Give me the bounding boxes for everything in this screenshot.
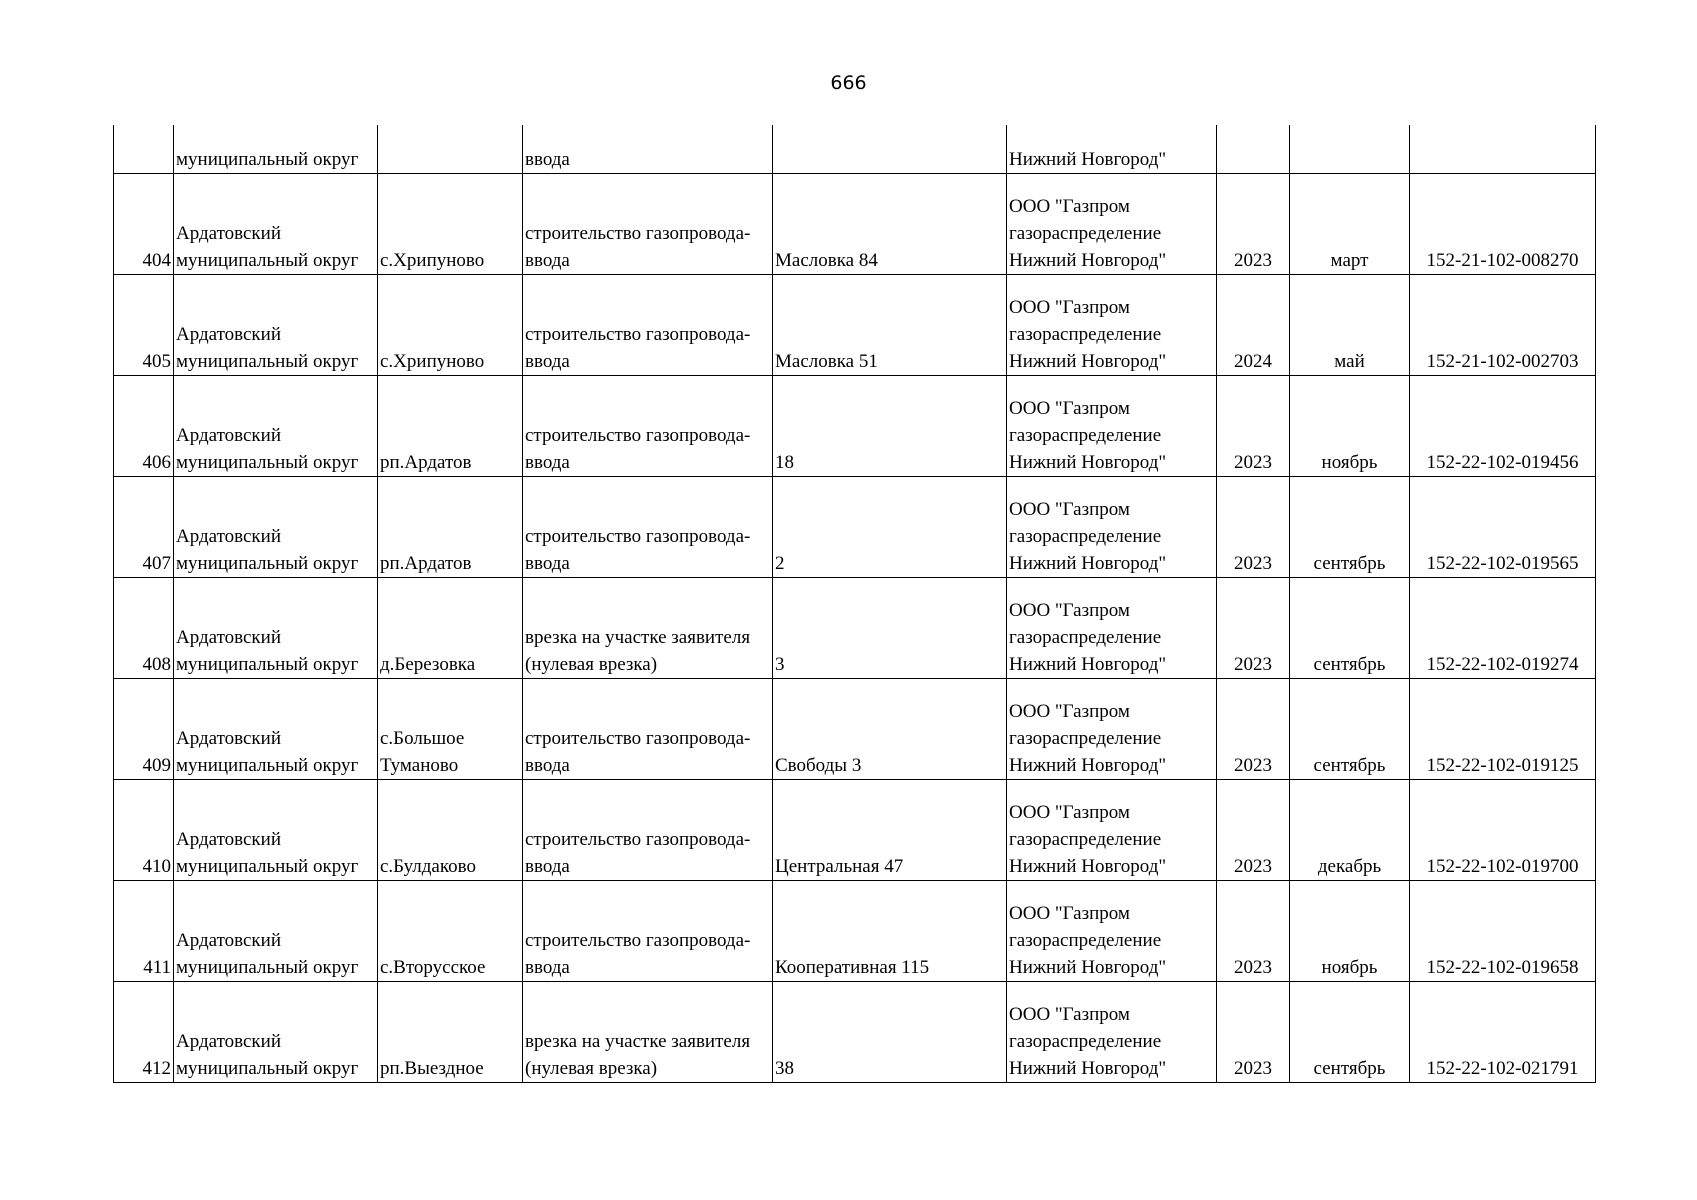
cell-district: муниципальный округ [174,125,378,174]
organization-line: Нижний Новгород" [1009,654,1167,675]
cell-month: декабрь [1290,780,1410,881]
organization-line: газораспределение [1009,425,1162,446]
settlement-line: с.Вторусское [380,957,486,978]
cell-settlement [378,780,523,881]
cell-month: сентябрь [1290,679,1410,780]
settlement-line [380,220,520,247]
cell-settlement [378,275,523,376]
district-line: Ардатовский [176,1031,281,1052]
organization-line: Нижний Новгород" [1009,452,1167,473]
cell-settlement [378,125,523,174]
cell-address: Свободы 3 [773,679,1007,780]
settlement-line [380,523,520,550]
cell-num [114,125,174,174]
district-line: Ардатовский [176,324,281,345]
cell-organization [1007,780,1217,881]
cell-year: 2023 [1217,679,1290,780]
district-line: муниципальный округ [176,1058,359,1079]
organization-line: газораспределение [1009,829,1162,850]
work-type-line: ввода [525,957,570,978]
organization-line: Нижний Новгород" [1009,250,1167,271]
cell-code: 152-22-102-021791 [1410,982,1596,1083]
cell-organization [1007,578,1217,679]
settlement-line: Туманово [380,755,459,776]
cell-year: 2023 [1217,881,1290,982]
organization-line: Нижний Новгород" [1009,351,1167,372]
cell-organization: Нижний Новгород" [1007,125,1217,174]
cell-address: Кооперативная 115 [773,881,1007,982]
cell-code: 152-22-102-019700 [1410,780,1596,881]
cell-organization [1007,275,1217,376]
cell-address [773,125,1007,174]
settlement-line: рп.Ардатов [380,553,472,574]
cell-organization [1007,982,1217,1083]
organization-line: ООО "Газпром [1009,196,1130,217]
organization-line: газораспределение [1009,627,1162,648]
cell-organization [1007,174,1217,275]
cell-settlement [378,578,523,679]
cell-district [174,578,378,679]
work-type-line: строительство газопровода- [525,930,751,951]
settlement-line: с.Хрипуново [380,250,485,271]
organization-line: ООО "Газпром [1009,1004,1130,1025]
organization-line: Нижний Новгород" [1009,1058,1167,1079]
cell-num: 409 [114,679,174,780]
table-row [114,174,1596,275]
work-type-line: ввода [525,250,570,271]
cell-year [1217,125,1290,174]
organization-line: Нижний Новгород" [1009,957,1167,978]
cell-work-type [523,275,773,376]
cell-organization [1007,881,1217,982]
cell-code: 152-21-102-002703 [1410,275,1596,376]
organization-line: ООО "Газпром [1009,398,1130,419]
work-type-line: ввода [525,755,570,776]
work-type-line: ввода [525,856,570,877]
work-type-line: ввода [525,351,570,372]
cell-month: март [1290,174,1410,275]
cell-code: 152-22-102-019456 [1410,376,1596,477]
organization-line: газораспределение [1009,1031,1162,1052]
cell-district [174,275,378,376]
district-line: муниципальный округ [176,654,359,675]
cell-num: 406 [114,376,174,477]
district-line: муниципальный округ [176,250,359,271]
organization-line: ООО "Газпром [1009,297,1130,318]
cell-work-type: ввода [523,125,773,174]
district-line: муниципальный округ [176,755,359,776]
organization-line: ООО "Газпром [1009,903,1130,924]
gas-connection-register-table [113,125,1596,1083]
district-line: Ардатовский [176,223,281,244]
district-line: муниципальный округ [176,553,359,574]
district-line: Ардатовский [176,728,281,749]
cell-month: ноябрь [1290,376,1410,477]
cell-address: Масловка 51 [773,275,1007,376]
page-number: 666 [830,72,867,94]
cell-address: Масловка 84 [773,174,1007,275]
cell-num: 410 [114,780,174,881]
cell-address: 38 [773,982,1007,1083]
cell-year: 2023 [1217,982,1290,1083]
cell-work-type [523,982,773,1083]
cell-address: 3 [773,578,1007,679]
work-type-line: строительство газопровода- [525,425,751,446]
cell-code: 152-22-102-019274 [1410,578,1596,679]
settlement-line [380,826,520,853]
work-type-line: ввода [525,553,570,574]
cell-year: 2023 [1217,578,1290,679]
cell-organization [1007,477,1217,578]
organization-line: Нижний Новгород" [1009,553,1167,574]
register-body [114,125,1596,1083]
district-line: Ардатовский [176,930,281,951]
cell-year: 2024 [1217,275,1290,376]
cell-code: 152-22-102-019565 [1410,477,1596,578]
table-row [114,679,1596,780]
work-type-line: (нулевая врезка) [525,654,658,675]
work-type-line: врезка на участке заявителя [525,627,751,648]
table-row [114,477,1596,578]
cell-settlement [378,174,523,275]
cell-month: сентябрь [1290,578,1410,679]
work-type-line: строительство газопровода- [525,324,751,345]
cell-year: 2023 [1217,174,1290,275]
organization-line: газораспределение [1009,526,1162,547]
cell-code: 152-21-102-008270 [1410,174,1596,275]
settlement-line: с.Булдаково [380,856,476,877]
table-row [114,376,1596,477]
district-line: Ардатовский [176,526,281,547]
cell-num: 404 [114,174,174,275]
settlement-line: д.Березовка [380,654,476,675]
district-line: муниципальный округ [176,452,359,473]
work-type-line: строительство газопровода- [525,728,751,749]
cell-num: 411 [114,881,174,982]
settlement-line: с.Хрипуново [380,351,485,372]
organization-line: газораспределение [1009,324,1162,345]
settlement-line: с.Большое [380,728,465,749]
cell-address: 2 [773,477,1007,578]
work-type-line: строительство газопровода- [525,223,751,244]
cell-address: Центральная 47 [773,780,1007,881]
district-line: муниципальный округ [176,351,359,372]
district-line: Ардатовский [176,829,281,850]
cell-settlement [378,982,523,1083]
cell-district [174,679,378,780]
cell-code [1410,125,1596,174]
cell-year: 2023 [1217,376,1290,477]
cell-district [174,174,378,275]
cell-num: 407 [114,477,174,578]
cell-work-type [523,881,773,982]
organization-line: Нижний Новгород" [1009,755,1167,776]
cell-month: сентябрь [1290,477,1410,578]
cell-month: ноябрь [1290,881,1410,982]
cell-district [174,982,378,1083]
organization-line: газораспределение [1009,930,1162,951]
cell-num: 405 [114,275,174,376]
settlement-line [380,1028,520,1055]
work-type-line: строительство газопровода- [525,526,751,547]
table-row [114,982,1596,1083]
organization-line: ООО "Газпром [1009,802,1130,823]
cell-district [174,477,378,578]
cell-work-type [523,477,773,578]
table-row [114,275,1596,376]
table-row [114,578,1596,679]
cell-month: сентябрь [1290,982,1410,1083]
cell-num: 412 [114,982,174,1083]
cell-work-type [523,780,773,881]
organization-line: ООО "Газпром [1009,701,1130,722]
work-type-line: врезка на участке заявителя [525,1031,751,1052]
district-line: Ардатовский [176,425,281,446]
cell-work-type [523,679,773,780]
settlement-line [380,321,520,348]
table-row [114,881,1596,982]
cell-work-type [523,174,773,275]
work-type-line: строительство газопровода- [525,829,751,850]
district-line: Ардатовский [176,627,281,648]
table-row [114,780,1596,881]
work-type-line: ввода [525,452,570,473]
cell-code: 152-22-102-019658 [1410,881,1596,982]
cell-code: 152-22-102-019125 [1410,679,1596,780]
district-line: муниципальный округ [176,957,359,978]
cell-year: 2023 [1217,780,1290,881]
organization-line: газораспределение [1009,223,1162,244]
settlement-line [380,624,520,651]
cell-district [174,376,378,477]
cell-settlement [378,477,523,578]
cell-month [1290,125,1410,174]
work-type-line: (нулевая врезка) [525,1058,658,1079]
cell-district [174,881,378,982]
cell-organization [1007,376,1217,477]
organization-line: Нижний Новгород" [1009,856,1167,877]
cell-district [174,780,378,881]
organization-line: ООО "Газпром [1009,600,1130,621]
cell-settlement [378,376,523,477]
cell-work-type [523,578,773,679]
cell-organization [1007,679,1217,780]
cell-num: 408 [114,578,174,679]
settlement-line: рп.Ардатов [380,452,472,473]
organization-line: ООО "Газпром [1009,499,1130,520]
cell-settlement [378,881,523,982]
settlement-line [380,422,520,449]
settlement-line: рп.Выездное [380,1058,484,1079]
cell-month: май [1290,275,1410,376]
district-line: муниципальный округ [176,856,359,877]
organization-line: газораспределение [1009,728,1162,749]
cell-address: 18 [773,376,1007,477]
cell-year: 2023 [1217,477,1290,578]
settlement-line [380,927,520,954]
cell-settlement [378,679,523,780]
continuation-row [114,125,1596,174]
cell-work-type [523,376,773,477]
